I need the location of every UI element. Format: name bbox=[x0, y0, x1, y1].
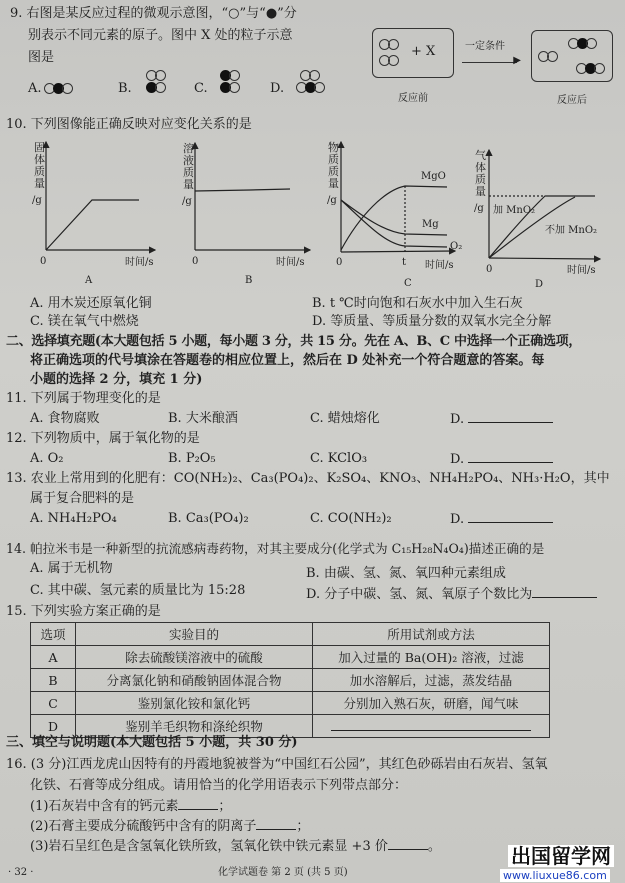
section2-heading-line3: 小题的选择 2 分，填充 1 分) bbox=[30, 372, 203, 387]
cell: B bbox=[31, 669, 76, 692]
graph-a-letter: A bbox=[85, 275, 93, 286]
graph-b-ylabel: 溶液质量 bbox=[183, 142, 194, 191]
option-label: B. bbox=[118, 81, 132, 96]
q12-option-d bbox=[450, 450, 553, 469]
q12-option-a: A. O₂ bbox=[30, 451, 64, 466]
watermark-url: www.liuxue86.com bbox=[500, 869, 610, 882]
section3-heading: 三、填空与说明题(本大题包括 5 小题，共 30 分) bbox=[6, 735, 298, 750]
option-label: D. bbox=[450, 512, 465, 527]
q11-option-a: A. 食物腐败 bbox=[30, 411, 100, 426]
molecule-icon bbox=[222, 70, 240, 94]
graph-b-unit: /g bbox=[182, 196, 192, 207]
q9-stem-line2: 别表示不同元素的原子。图中 X 处的粒子示意 bbox=[28, 28, 293, 43]
q9-option-a bbox=[28, 80, 73, 98]
answer-blank[interactable] bbox=[178, 797, 218, 810]
cell: 加入过量的 Ba(OH)₂ 溶液，过滤 bbox=[313, 646, 550, 669]
answer-blank[interactable] bbox=[331, 718, 531, 731]
q13-option-a: A. NH₄H₂PO₄ bbox=[30, 511, 117, 526]
graph-b-curve bbox=[195, 189, 290, 191]
page-number: · 32 · bbox=[8, 867, 34, 878]
option-label: D. bbox=[450, 412, 465, 427]
graph-b-origin: 0 bbox=[192, 256, 199, 267]
graph-d-origin: 0 bbox=[486, 264, 493, 275]
q10-option-d: D. 等质量、等质量分数的双氧水完全分解 bbox=[312, 314, 552, 329]
watermark-logo: 出国留学网 bbox=[508, 845, 614, 867]
header-method: 所用试剂或方法 bbox=[313, 623, 550, 646]
q14-option-a: A. 属于无机物 bbox=[30, 561, 113, 576]
cell: 鉴别羊毛织物和涤纶织物 bbox=[76, 715, 313, 738]
section2-heading-line1: 二、选择填充题(本大题包括 5 小题，每小题 3 分，共 15 分。先在 A、B、C 中选择一个正确选项， bbox=[6, 334, 582, 349]
option-label: D. bbox=[270, 81, 285, 96]
section2-heading-line2: 将正确选项的代号填涂在答题卷的相应位置上，然后在 D 处补充一个符合题意的答案。每 bbox=[30, 353, 545, 368]
cell: 除去硫酸镁溶液中的硫酸 bbox=[76, 646, 313, 669]
answer-blank[interactable] bbox=[532, 585, 597, 598]
graph-c-t: t bbox=[402, 257, 407, 268]
reactants-box bbox=[372, 28, 454, 78]
cell: C bbox=[31, 692, 76, 715]
graph-a-unit: /g bbox=[32, 195, 42, 206]
answer-blank[interactable] bbox=[256, 817, 296, 830]
table-row bbox=[31, 646, 550, 669]
q10-option-a: A. 用木炭还原氧化铜 bbox=[30, 296, 152, 311]
graph-c-x-axis bbox=[341, 251, 455, 252]
cell: A bbox=[31, 646, 76, 669]
molecule-icon bbox=[148, 70, 166, 94]
q10-option-c: C. 镁在氧气中燃烧 bbox=[30, 314, 139, 329]
graph-d-no-mno2-label: 不加 MnO₂ bbox=[545, 225, 598, 236]
answer-blank[interactable] bbox=[468, 510, 553, 523]
q14-option-d bbox=[306, 585, 597, 604]
graph-a-ylabel: 固体质量 bbox=[34, 141, 45, 190]
graph-a-curve bbox=[46, 200, 139, 250]
graph-a-xlabel: 时间/s bbox=[125, 257, 154, 268]
footer-title: 化学试题卷 第 2 页 (共 5 页) bbox=[218, 867, 348, 878]
q14-option-c: C. 其中碳、氢元素的质量比为 15:28 bbox=[30, 583, 246, 598]
graph-c-mgo-label: MgO bbox=[421, 171, 446, 182]
table-row bbox=[31, 669, 550, 692]
before-label: 反应前 bbox=[398, 93, 428, 104]
molecule-icon bbox=[578, 61, 605, 76]
table-row bbox=[31, 692, 550, 715]
graph-c-xlabel: 时间/s bbox=[425, 260, 454, 271]
answer-blank-cell[interactable] bbox=[313, 715, 550, 738]
punctuation: ； bbox=[218, 799, 232, 814]
molecule-icon bbox=[381, 37, 399, 69]
molecule-icon bbox=[570, 36, 597, 51]
q15-table bbox=[30, 622, 550, 738]
cell: 鉴别氯化铵和氯化钙 bbox=[76, 692, 313, 715]
condition-label: 一定条件 bbox=[465, 41, 505, 52]
graph-d-xlabel: 时间/s bbox=[567, 265, 596, 276]
graph-c-mg-label: Mg bbox=[422, 219, 439, 230]
q12-option-b: B. P₂O₅ bbox=[168, 451, 216, 466]
cell: D bbox=[31, 715, 76, 738]
graph-c-unit: /g bbox=[327, 195, 337, 206]
cell: 分别加入熟石灰，研磨，闻气味 bbox=[313, 692, 550, 715]
q13-option-d bbox=[450, 510, 553, 529]
graph-c-letter: C bbox=[404, 278, 412, 289]
option-label: D. 分子中碳、氢、氮、氧原子个数比为 bbox=[306, 587, 533, 602]
answer-blank[interactable] bbox=[468, 410, 553, 423]
plus-x-label: + X bbox=[411, 44, 436, 59]
q13-stem-line2: 属于复合肥料的是 bbox=[30, 491, 135, 506]
table-header-row bbox=[31, 623, 550, 646]
q14-option-b: B. 由碳、氢、氮、氧四种元素组成 bbox=[306, 566, 506, 581]
graph-d-letter: D bbox=[535, 279, 544, 290]
cell: 加水溶解后，过滤，蒸发结晶 bbox=[313, 669, 550, 692]
q9-option-c bbox=[194, 80, 208, 98]
molecule-icon bbox=[540, 49, 558, 64]
q12-stem: 12. 下列物质中，属于氧化物的是 bbox=[6, 431, 200, 446]
sub-question-text: (3)岩石呈红色是含氢氧化铁所致，氢氧化铁中铁元素显 +3 价 bbox=[30, 839, 388, 854]
molecule-icon bbox=[46, 81, 73, 96]
option-label: D. bbox=[450, 452, 465, 467]
graph-d-mno2-label: 加 MnO₂ bbox=[493, 205, 536, 216]
q9-stem-line1: 9. 右图是某反应过程的微观示意图，“○”与“●”分 bbox=[10, 6, 297, 21]
graph-d-unit: /g bbox=[474, 203, 484, 214]
graph-b-letter: B bbox=[245, 275, 253, 286]
q11-option-b: B. 大米酿酒 bbox=[168, 411, 238, 426]
graph-c-origin: 0 bbox=[336, 257, 343, 268]
after-label: 反应后 bbox=[557, 95, 587, 106]
graph-d-x-axis bbox=[489, 258, 600, 259]
q16-sub3 bbox=[30, 837, 441, 856]
graph-b-xlabel: 时间/s bbox=[276, 257, 305, 268]
q11-stem: 11. 下列属于物理变化的是 bbox=[6, 391, 161, 406]
graph-c-o2-label: O₂ bbox=[450, 241, 463, 252]
header-option: 选项 bbox=[31, 623, 76, 646]
q16-stem-line2: 化铁、石膏等成分组成。请用恰当的化学用语表示下列带点部分： bbox=[30, 778, 408, 793]
cell: 分离氯化钠和硝酸钠固体混合物 bbox=[76, 669, 313, 692]
answer-blank[interactable] bbox=[388, 837, 428, 850]
q16-stem-line1: 16. (3 分)江西龙虎山因特有的丹霞地貌被誉为“中国红石公园”，其红色砂砾岩由石灰岩、氢氧 bbox=[6, 757, 548, 772]
products-box bbox=[531, 30, 613, 82]
q11-option-d bbox=[450, 410, 553, 429]
q12-option-c: C. KClO₃ bbox=[310, 451, 368, 466]
q9-stem-line3: 图是 bbox=[28, 50, 55, 65]
option-label: A. bbox=[28, 81, 42, 96]
q9-option-d bbox=[270, 80, 284, 98]
q16-sub1 bbox=[30, 797, 231, 816]
q11-option-c: C. 蜡烛熔化 bbox=[310, 411, 380, 426]
q15-stem: 15. 下列实验方案正确的是 bbox=[6, 604, 161, 619]
option-label: C. bbox=[194, 81, 208, 96]
answer-blank[interactable] bbox=[468, 450, 553, 463]
molecule-icon bbox=[298, 70, 325, 94]
punctuation: 。 bbox=[427, 839, 441, 854]
q10-option-b: B. t ℃时向饱和石灰水中加入生石灰 bbox=[312, 296, 523, 311]
q14-stem: 14. 帕拉米韦是一种新型的抗流感病毒药物，对其主要成分(化学式为 C₁₅H₂₈N₄O₄)描述正确的是 bbox=[6, 541, 545, 556]
q9-option-b bbox=[118, 80, 132, 98]
q13-option-b: B. Ca₃(PO₄)₂ bbox=[168, 511, 249, 526]
graph-d-ylabel: 气体质量 bbox=[475, 149, 486, 198]
q10-stem: 10. 下列图像能正确反映对应变化关系的是 bbox=[6, 117, 252, 132]
graph-c-ylabel: 物质质量 bbox=[328, 141, 339, 190]
sub-question-text: (2)石膏主要成分硫酸钙中含有的阴离子 bbox=[30, 819, 257, 834]
arrow-icon: ▶ bbox=[462, 62, 517, 63]
q13-option-c: C. CO(NH₂)₂ bbox=[310, 511, 392, 526]
graph-a-origin: 0 bbox=[40, 256, 47, 267]
punctuation: ； bbox=[296, 819, 310, 834]
sub-question-text: (1)石灰岩中含有的钙元素 bbox=[30, 799, 179, 814]
header-purpose: 实验目的 bbox=[76, 623, 313, 646]
q13-stem-line1: 13. 农业上常用到的化肥有：CO(NH₂)₂、Ca₃(PO₄)₂、K₂SO₄、KNO₃、NH₄H₂PO₄、NH₃·H₂O，其中 bbox=[6, 471, 610, 486]
q16-sub2 bbox=[30, 817, 309, 836]
